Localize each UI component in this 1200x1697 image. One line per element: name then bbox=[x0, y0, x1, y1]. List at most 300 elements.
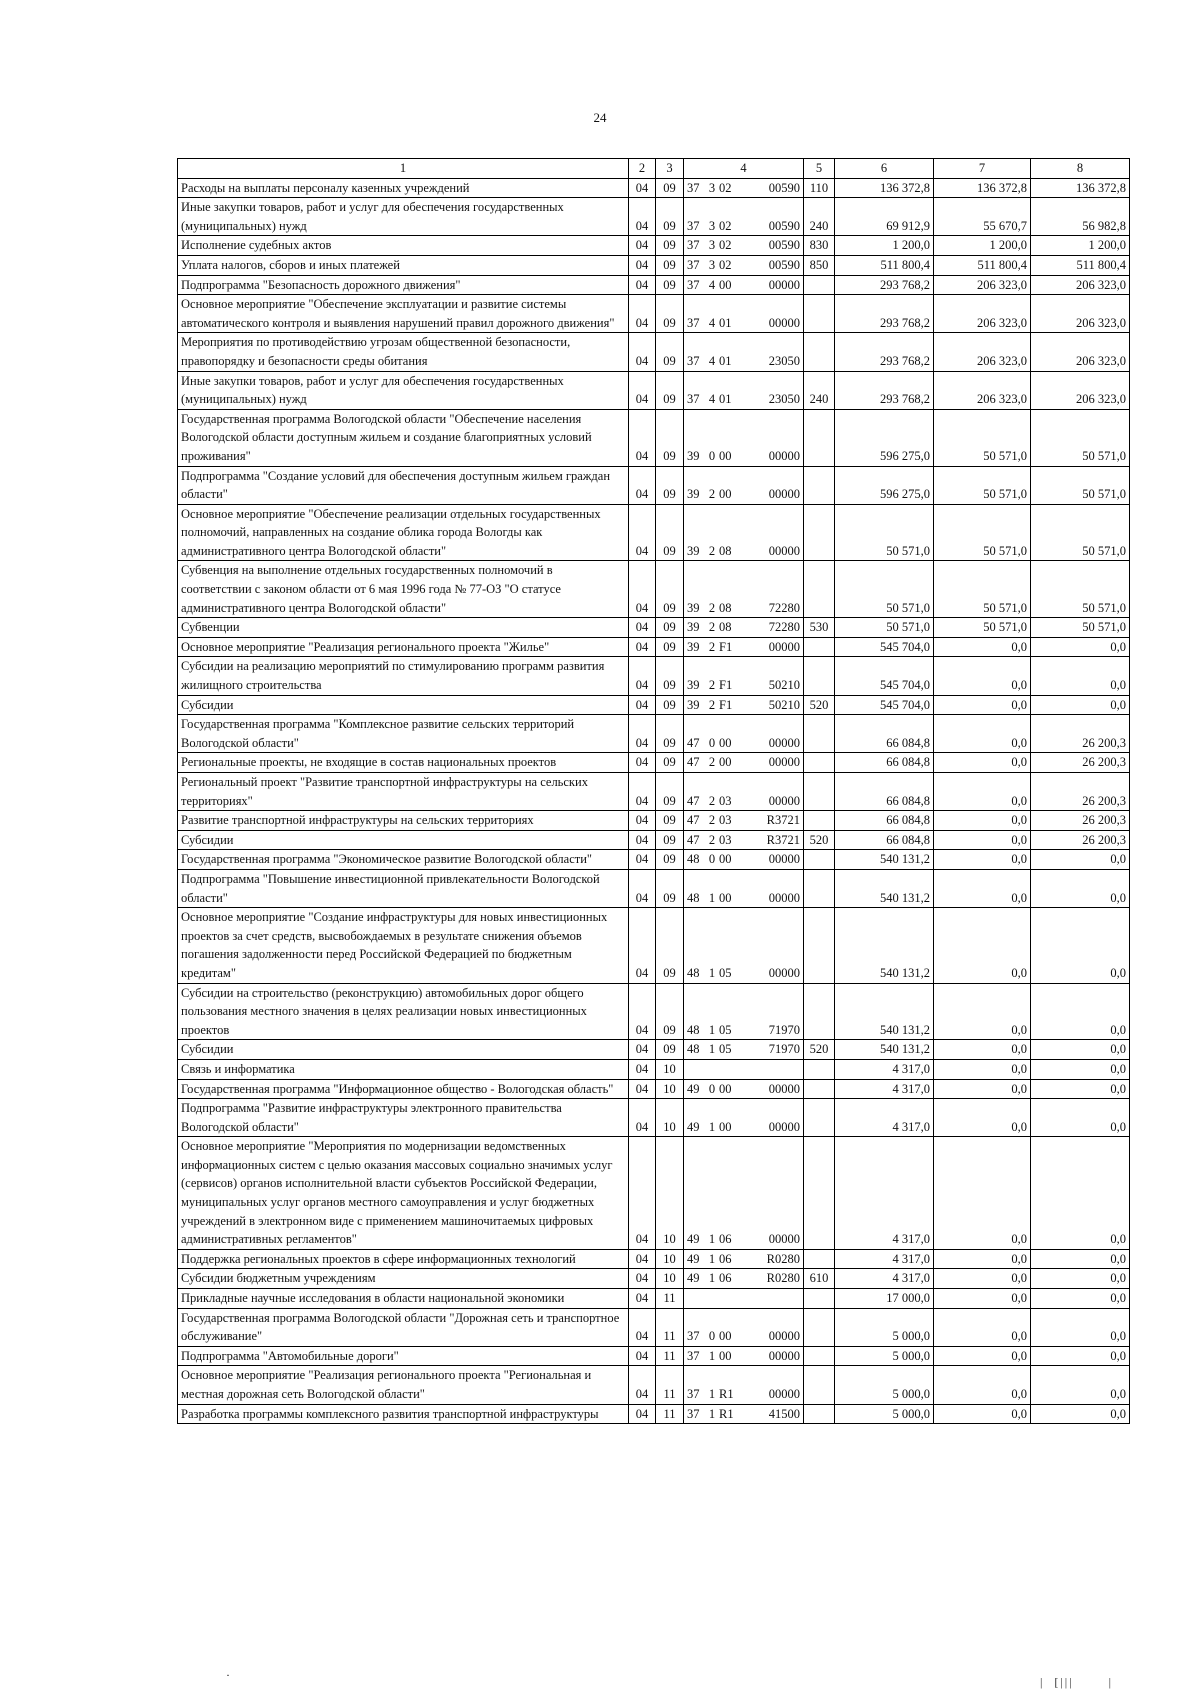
target-article-part-4: R0280 bbox=[766, 1271, 800, 1286]
subsection-code-cell: 09 bbox=[656, 753, 684, 773]
amount-col-6-cell: 4 317,0 bbox=[835, 1249, 934, 1269]
amount-col-6-cell: 4 317,0 bbox=[835, 1099, 934, 1137]
amount-col-6-cell: 540 131,2 bbox=[835, 869, 934, 907]
table-row bbox=[178, 409, 1130, 466]
target-article-part-1: 49 bbox=[687, 1232, 700, 1247]
subsection-code-cell: 11 bbox=[656, 1346, 684, 1366]
expense-type-cell bbox=[804, 561, 835, 618]
amount-col-6-cell: 511 800,4 bbox=[835, 255, 934, 275]
target-article-code bbox=[687, 256, 800, 275]
target-article-code bbox=[687, 1250, 800, 1269]
amount-col-7-cell: 0,0 bbox=[934, 1346, 1031, 1366]
target-article-part-2: 1 bbox=[708, 1232, 716, 1247]
section-code-cell: 04 bbox=[629, 983, 656, 1040]
target-article-part-2: 1 bbox=[708, 1022, 716, 1037]
table-row bbox=[178, 850, 1130, 870]
target-article-part-2: 2 bbox=[708, 620, 716, 635]
target-article-part-2: 1 bbox=[708, 1251, 716, 1266]
expense-type-cell bbox=[804, 1404, 835, 1424]
row-name-cell: Иные закупки товаров, работ и услуг для обеспечения государственных (муниципальных) нужд bbox=[178, 371, 629, 409]
header-row bbox=[178, 159, 1130, 179]
expense-type-cell bbox=[804, 1289, 835, 1309]
subsection-code-cell: 10 bbox=[656, 1137, 684, 1250]
amount-col-6-cell: 545 704,0 bbox=[835, 695, 934, 715]
row-name-cell: Субвенция на выполнение отдельных государственных полномочий в соответствии с законом области от 6 мая 1996 года № 77-ОЗ "О статусе административного центра Вологодской области" bbox=[178, 561, 629, 618]
table-row bbox=[178, 830, 1130, 850]
target-article-cell bbox=[684, 236, 804, 256]
table-row bbox=[178, 908, 1130, 983]
target-article-part-1: 49 bbox=[687, 1251, 700, 1266]
subsection-code-cell: 09 bbox=[656, 409, 684, 466]
target-article-part-1: 39 bbox=[687, 697, 700, 712]
target-article-cell bbox=[684, 1346, 804, 1366]
table-row bbox=[178, 1249, 1130, 1269]
target-article-part-3: 03 bbox=[719, 793, 732, 808]
subsection-code-cell: 09 bbox=[656, 371, 684, 409]
section-code-cell: 04 bbox=[629, 908, 656, 983]
amount-col-7-cell: 1 200,0 bbox=[934, 236, 1031, 256]
subsection-code-cell: 09 bbox=[656, 178, 684, 198]
header-col-2: 2 bbox=[629, 159, 656, 179]
target-article-part-4: 00590 bbox=[768, 257, 800, 272]
row-name-cell: Субсидии bbox=[178, 695, 629, 715]
row-name-cell: Развитие транспортной инфраструктуры на сельских территориях bbox=[178, 811, 629, 831]
table-row bbox=[178, 1289, 1130, 1309]
expense-type-cell bbox=[804, 1137, 835, 1250]
amount-col-6-cell: 66 084,8 bbox=[835, 715, 934, 753]
amount-col-8-cell: 136 372,8 bbox=[1031, 178, 1130, 198]
amount-col-7-cell: 0,0 bbox=[934, 657, 1031, 695]
target-article-part-4: 72280 bbox=[768, 620, 800, 635]
expense-type-cell: 530 bbox=[804, 618, 835, 638]
target-article-code bbox=[687, 831, 800, 850]
target-article-part-2: 3 bbox=[708, 218, 716, 233]
target-article-part-4: 00000 bbox=[768, 543, 800, 558]
target-article-part-1: 37 bbox=[687, 1387, 700, 1401]
target-article-part-3: 00 bbox=[719, 1119, 732, 1134]
amount-col-7-cell: 0,0 bbox=[934, 811, 1031, 831]
section-code-cell: 04 bbox=[629, 1079, 656, 1099]
subsection-code-cell: 09 bbox=[656, 715, 684, 753]
subsection-code-cell: 11 bbox=[656, 1366, 684, 1404]
section-code-cell: 04 bbox=[629, 409, 656, 466]
header-col-8: 8 bbox=[1031, 159, 1130, 179]
amount-col-8-cell: 0,0 bbox=[1031, 1308, 1130, 1346]
amount-col-7-cell: 0,0 bbox=[934, 830, 1031, 850]
target-article-code bbox=[687, 314, 800, 333]
table-row bbox=[178, 753, 1130, 773]
target-article-part-3: 01 bbox=[719, 392, 732, 407]
amount-col-8-cell: 0,0 bbox=[1031, 983, 1130, 1040]
target-article-part-4: 00000 bbox=[768, 1387, 800, 1401]
amount-col-7-cell: 0,0 bbox=[934, 1308, 1031, 1346]
section-code-cell: 04 bbox=[629, 466, 656, 504]
target-article-part-4: 00000 bbox=[768, 1329, 800, 1344]
row-name-cell: Исполнение судебных актов bbox=[178, 236, 629, 256]
target-article-cell bbox=[684, 637, 804, 657]
amount-col-6-cell: 4 317,0 bbox=[835, 1079, 934, 1099]
target-article-part-2: 4 bbox=[708, 392, 716, 407]
target-article-part-2: 0 bbox=[708, 1329, 716, 1344]
amount-col-6-cell: 545 704,0 bbox=[835, 637, 934, 657]
target-article-part-4: 23050 bbox=[768, 353, 800, 368]
expense-type-cell bbox=[804, 753, 835, 773]
table-row bbox=[178, 869, 1130, 907]
amount-col-6-cell: 50 571,0 bbox=[835, 504, 934, 561]
target-article-cell bbox=[684, 1040, 804, 1060]
amount-col-8-cell: 206 323,0 bbox=[1031, 371, 1130, 409]
target-article-part-1: 39 bbox=[687, 448, 700, 463]
amount-col-8-cell: 0,0 bbox=[1031, 908, 1130, 983]
amount-col-7-cell: 0,0 bbox=[934, 850, 1031, 870]
target-article-code bbox=[687, 390, 800, 409]
table-row bbox=[178, 1040, 1130, 1060]
expense-type-cell bbox=[804, 275, 835, 295]
subsection-code-cell: 09 bbox=[656, 657, 684, 695]
amount-col-6-cell: 540 131,2 bbox=[835, 1040, 934, 1060]
target-article-part-3: F1 bbox=[719, 639, 733, 654]
target-article-cell bbox=[684, 1404, 804, 1424]
section-code-cell: 04 bbox=[629, 753, 656, 773]
expense-type-cell bbox=[804, 869, 835, 907]
subsection-code-cell: 10 bbox=[656, 1099, 684, 1137]
amount-col-7-cell: 0,0 bbox=[934, 1079, 1031, 1099]
amount-col-8-cell: 0,0 bbox=[1031, 1059, 1130, 1079]
expense-type-cell bbox=[804, 1346, 835, 1366]
table-row bbox=[178, 1059, 1130, 1079]
row-name-cell: Подпрограмма "Автомобильные дороги" bbox=[178, 1346, 629, 1366]
subsection-code-cell: 09 bbox=[656, 1040, 684, 1060]
section-code-cell: 04 bbox=[629, 1404, 656, 1424]
expense-type-cell bbox=[804, 295, 835, 333]
expense-type-cell bbox=[804, 811, 835, 831]
expense-type-cell bbox=[804, 466, 835, 504]
target-article-part-4: 00000 bbox=[768, 965, 800, 980]
amount-col-6-cell: 5 000,0 bbox=[835, 1404, 934, 1424]
target-article-part-4: 00590 bbox=[768, 218, 800, 233]
amount-col-7-cell: 206 323,0 bbox=[934, 295, 1031, 333]
table-row bbox=[178, 275, 1130, 295]
target-article-part-2: 2 bbox=[708, 678, 716, 693]
amount-col-6-cell: 17 000,0 bbox=[835, 1289, 934, 1309]
section-code-cell: 04 bbox=[629, 850, 656, 870]
amount-col-6-cell: 50 571,0 bbox=[835, 561, 934, 618]
target-article-part-3: 02 bbox=[719, 180, 732, 195]
amount-col-6-cell: 4 317,0 bbox=[835, 1269, 934, 1289]
amount-col-7-cell: 0,0 bbox=[934, 1249, 1031, 1269]
amount-col-8-cell: 511 800,4 bbox=[1031, 255, 1130, 275]
target-article-part-3: 08 bbox=[719, 543, 732, 558]
target-article-cell bbox=[684, 1059, 804, 1079]
target-article-part-4: 00000 bbox=[768, 487, 800, 502]
target-article-part-1: 47 bbox=[687, 832, 700, 847]
target-article-part-3: 00 bbox=[719, 755, 732, 770]
target-article-code bbox=[687, 352, 800, 371]
subsection-code-cell: 09 bbox=[656, 811, 684, 831]
section-code-cell: 04 bbox=[629, 869, 656, 907]
target-article-cell bbox=[684, 1269, 804, 1289]
row-name-cell: Связь и информатика bbox=[178, 1059, 629, 1079]
amount-col-6-cell: 4 317,0 bbox=[835, 1137, 934, 1250]
table-body bbox=[178, 178, 1130, 1424]
target-article-part-2: 2 bbox=[708, 487, 716, 502]
target-article-part-3: 02 bbox=[719, 218, 732, 233]
row-name-cell: Государственная программа "Экономическое развитие Вологодской области" bbox=[178, 850, 629, 870]
amount-col-6-cell: 5 000,0 bbox=[835, 1366, 934, 1404]
section-code-cell: 04 bbox=[629, 236, 656, 256]
target-article-part-1: 49 bbox=[687, 1081, 700, 1096]
target-article-part-4: 71970 bbox=[768, 1022, 800, 1037]
amount-col-7-cell: 0,0 bbox=[934, 773, 1031, 811]
target-article-part-2: 2 bbox=[708, 755, 716, 770]
subsection-code-cell: 09 bbox=[656, 618, 684, 638]
row-name-cell: Государственная программа "Комплексное развитие сельских территорий Вологодской области" bbox=[178, 715, 629, 753]
section-code-cell: 04 bbox=[629, 1249, 656, 1269]
table-row bbox=[178, 504, 1130, 561]
target-article-part-1: 39 bbox=[687, 620, 700, 635]
amount-col-7-cell: 0,0 bbox=[934, 695, 1031, 715]
amount-col-6-cell: 293 768,2 bbox=[835, 275, 934, 295]
expense-type-cell bbox=[804, 333, 835, 371]
expense-type-cell bbox=[804, 1079, 835, 1099]
subsection-code-cell: 09 bbox=[656, 850, 684, 870]
target-article-part-3: R1 bbox=[719, 1387, 734, 1401]
table-row bbox=[178, 371, 1130, 409]
expense-type-cell bbox=[804, 983, 835, 1040]
target-article-code bbox=[687, 792, 800, 811]
expense-type-cell bbox=[804, 908, 835, 983]
target-article-part-2: 1 bbox=[708, 890, 716, 905]
target-article-part-1: 47 bbox=[687, 755, 700, 770]
target-article-part-1: 37 bbox=[687, 392, 700, 407]
target-article-cell bbox=[684, 908, 804, 983]
amount-col-8-cell: 0,0 bbox=[1031, 1249, 1130, 1269]
amount-col-6-cell: 545 704,0 bbox=[835, 657, 934, 695]
amount-col-7-cell: 50 571,0 bbox=[934, 504, 1031, 561]
target-article-part-1: 37 bbox=[687, 1329, 700, 1344]
scan-artifact-marks: | [||| | bbox=[1040, 1675, 1114, 1689]
subsection-code-cell: 09 bbox=[656, 695, 684, 715]
section-code-cell: 04 bbox=[629, 1346, 656, 1366]
target-article-cell bbox=[684, 1289, 804, 1309]
target-article-cell bbox=[684, 850, 804, 870]
target-article-part-3: 00 bbox=[719, 890, 732, 905]
target-article-code bbox=[687, 850, 800, 869]
table-row bbox=[178, 178, 1130, 198]
amount-col-6-cell: 66 084,8 bbox=[835, 811, 934, 831]
target-article-part-3: 05 bbox=[719, 1042, 732, 1057]
amount-col-8-cell: 26 200,3 bbox=[1031, 830, 1130, 850]
target-article-code bbox=[687, 1021, 800, 1040]
row-name-cell: Субсидии на строительство (реконструкцию) автомобильных дорог общего пользования местного значения в целях реализации новых инвестиционных проектов bbox=[178, 983, 629, 1040]
row-name-cell: Основное мероприятие "Обеспечение реализации отдельных государственных полномочий, направленных на создание облика города Вологды как административного центра Вологодской области" bbox=[178, 504, 629, 561]
expense-type-cell: 520 bbox=[804, 830, 835, 850]
row-name-cell: Уплата налогов, сборов и иных платежей bbox=[178, 255, 629, 275]
amount-col-6-cell: 66 084,8 bbox=[835, 753, 934, 773]
target-article-cell bbox=[684, 1366, 804, 1404]
section-code-cell: 04 bbox=[629, 295, 656, 333]
expense-type-cell: 610 bbox=[804, 1269, 835, 1289]
subsection-code-cell: 10 bbox=[656, 1249, 684, 1269]
target-article-part-1: 39 bbox=[687, 487, 700, 502]
target-article-part-4: 50210 bbox=[768, 697, 800, 712]
expense-type-cell: 850 bbox=[804, 255, 835, 275]
target-article-cell bbox=[684, 295, 804, 333]
section-code-cell: 04 bbox=[629, 637, 656, 657]
expense-type-cell bbox=[804, 1308, 835, 1346]
amount-col-8-cell: 0,0 bbox=[1031, 1346, 1130, 1366]
amount-col-8-cell: 206 323,0 bbox=[1031, 295, 1130, 333]
target-article-part-1: 48 bbox=[687, 1042, 700, 1057]
budget-table bbox=[177, 158, 1130, 1424]
expense-type-cell: 110 bbox=[804, 178, 835, 198]
amount-col-8-cell: 0,0 bbox=[1031, 869, 1130, 907]
target-article-part-2: 4 bbox=[708, 315, 716, 330]
subsection-code-cell: 10 bbox=[656, 1269, 684, 1289]
amount-col-8-cell: 0,0 bbox=[1031, 1269, 1130, 1289]
target-article-code bbox=[687, 676, 800, 695]
expense-type-cell bbox=[804, 637, 835, 657]
table-row bbox=[178, 255, 1130, 275]
target-article-cell bbox=[684, 618, 804, 638]
target-article-part-1: 37 bbox=[687, 238, 700, 253]
row-name-cell: Основное мероприятие "Обеспечение эксплуатации и развитие системы автоматического контроля и выявления нарушений правил дорожного движения" bbox=[178, 295, 629, 333]
target-article-code bbox=[687, 1385, 800, 1404]
target-article-code bbox=[687, 447, 800, 466]
target-article-part-4: 00000 bbox=[768, 1081, 800, 1096]
target-article-code bbox=[687, 485, 800, 504]
target-article-part-2: 4 bbox=[708, 353, 716, 368]
amount-col-7-cell: 0,0 bbox=[934, 637, 1031, 657]
target-article-cell bbox=[684, 811, 804, 831]
row-name-cell: Государственная программа "Информационное общество - Вологодская область" bbox=[178, 1079, 629, 1099]
target-article-cell bbox=[684, 657, 804, 695]
target-article-cell bbox=[684, 1079, 804, 1099]
table-row bbox=[178, 295, 1130, 333]
target-article-part-1: 48 bbox=[687, 852, 700, 867]
target-article-code bbox=[687, 179, 800, 198]
target-article-part-4: 00000 bbox=[768, 793, 800, 808]
target-article-cell bbox=[684, 1099, 804, 1137]
target-article-part-3: 06 bbox=[719, 1251, 732, 1266]
amount-col-8-cell: 26 200,3 bbox=[1031, 773, 1130, 811]
target-article-part-2: 1 bbox=[708, 1348, 716, 1363]
amount-col-7-cell: 0,0 bbox=[934, 1059, 1031, 1079]
amount-col-8-cell: 206 323,0 bbox=[1031, 275, 1130, 295]
amount-col-7-cell: 511 800,4 bbox=[934, 255, 1031, 275]
row-name-cell: Субсидии на реализацию мероприятий по стимулированию программ развития жилищного строительства bbox=[178, 657, 629, 695]
target-article-part-1: 47 bbox=[687, 793, 700, 808]
amount-col-8-cell: 26 200,3 bbox=[1031, 811, 1130, 831]
amount-col-6-cell: 596 275,0 bbox=[835, 466, 934, 504]
target-article-cell bbox=[684, 504, 804, 561]
subsection-code-cell: 09 bbox=[656, 333, 684, 371]
target-article-part-4: 00590 bbox=[768, 180, 800, 195]
table-row bbox=[178, 983, 1130, 1040]
amount-col-7-cell: 0,0 bbox=[934, 715, 1031, 753]
target-article-part-4: R3721 bbox=[766, 813, 800, 828]
amount-col-8-cell: 0,0 bbox=[1031, 637, 1130, 657]
amount-col-8-cell: 56 982,8 bbox=[1031, 198, 1130, 236]
target-article-cell bbox=[684, 695, 804, 715]
target-article-part-3: 00 bbox=[719, 487, 732, 502]
target-article-part-4: R3721 bbox=[766, 832, 800, 847]
expense-type-cell bbox=[804, 715, 835, 753]
expense-type-cell: 520 bbox=[804, 695, 835, 715]
expense-type-cell bbox=[804, 1059, 835, 1079]
target-article-part-1: 47 bbox=[687, 735, 700, 750]
amount-col-7-cell: 206 323,0 bbox=[934, 333, 1031, 371]
section-code-cell: 04 bbox=[629, 830, 656, 850]
amount-col-8-cell: 0,0 bbox=[1031, 850, 1130, 870]
amount-col-8-cell: 0,0 bbox=[1031, 1079, 1130, 1099]
amount-col-7-cell: 206 323,0 bbox=[934, 371, 1031, 409]
amount-col-8-cell: 0,0 bbox=[1031, 1137, 1130, 1250]
amount-col-7-cell: 50 571,0 bbox=[934, 409, 1031, 466]
row-name-cell: Государственная программа Вологодской области "Обеспечение населения Вологодской области доступным жильем и создание благоприятных условий проживания" bbox=[178, 409, 629, 466]
target-article-part-1: 48 bbox=[687, 965, 700, 980]
amount-col-8-cell: 0,0 bbox=[1031, 1404, 1130, 1424]
target-article-part-3: 03 bbox=[719, 813, 732, 828]
amount-col-7-cell: 0,0 bbox=[934, 753, 1031, 773]
subsection-code-cell: 09 bbox=[656, 869, 684, 907]
subsection-code-cell: 09 bbox=[656, 637, 684, 657]
subsection-code-cell: 09 bbox=[656, 236, 684, 256]
subsection-code-cell: 09 bbox=[656, 466, 684, 504]
amount-col-6-cell: 5 000,0 bbox=[835, 1346, 934, 1366]
target-article-part-2: 2 bbox=[708, 639, 716, 654]
subsection-code-cell: 09 bbox=[656, 295, 684, 333]
expense-type-cell: 240 bbox=[804, 371, 835, 409]
amount-col-8-cell: 206 323,0 bbox=[1031, 333, 1130, 371]
section-code-cell: 04 bbox=[629, 1308, 656, 1346]
amount-col-8-cell: 50 571,0 bbox=[1031, 618, 1130, 638]
amount-col-7-cell: 0,0 bbox=[934, 983, 1031, 1040]
target-article-cell bbox=[684, 1137, 804, 1250]
target-article-part-2: 0 bbox=[708, 735, 716, 750]
row-name-cell: Подпрограмма "Повышение инвестиционной привлекательности Вологодской области" bbox=[178, 869, 629, 907]
header-col-6: 6 bbox=[835, 159, 934, 179]
amount-col-8-cell: 0,0 bbox=[1031, 1040, 1130, 1060]
amount-col-8-cell: 0,0 bbox=[1031, 695, 1130, 715]
amount-col-8-cell: 50 571,0 bbox=[1031, 561, 1130, 618]
row-name-cell: Подпрограмма "Создание условий для обеспечения доступным жильем граждан области" bbox=[178, 466, 629, 504]
target-article-part-4: 00590 bbox=[768, 238, 800, 253]
row-name-cell: Основное мероприятие "Реализация регионального проекта "Жилье" bbox=[178, 637, 629, 657]
target-article-part-2: 2 bbox=[708, 793, 716, 808]
header-col-1: 1 bbox=[178, 159, 629, 179]
table-row bbox=[178, 811, 1130, 831]
target-article-part-2: 1 bbox=[708, 1042, 716, 1057]
target-article-part-1: 37 bbox=[687, 180, 700, 195]
target-article-code bbox=[687, 696, 800, 715]
target-article-code bbox=[687, 753, 800, 772]
target-article-part-4: 00000 bbox=[768, 277, 800, 292]
subsection-code-cell: 09 bbox=[656, 830, 684, 850]
amount-col-8-cell: 26 200,3 bbox=[1031, 753, 1130, 773]
target-article-part-4: 00000 bbox=[768, 1232, 800, 1247]
row-name-cell: Основное мероприятие "Реализация регионального проекта "Региональная и местная дорожная сеть Вологодской области" bbox=[178, 1366, 629, 1404]
amount-col-6-cell: 540 131,2 bbox=[835, 908, 934, 983]
row-name-cell: Субвенции bbox=[178, 618, 629, 638]
amount-col-6-cell: 69 912,9 bbox=[835, 198, 934, 236]
target-article-part-2: 1 bbox=[708, 1406, 716, 1421]
amount-col-6-cell: 4 317,0 bbox=[835, 1059, 934, 1079]
target-article-code bbox=[687, 734, 800, 753]
row-name-cell: Основное мероприятие "Мероприятия по модернизации ведомственных информационных систем с целью оказания массовых социально значимых услуг (сервисов) органов исполнительной власти субъектов Российской Федерации, муниципальных услуг органов местного самоуправления и услуг бюджетных учреждений в электронном виде с применением машиночитаемых цифровых административных регламентов" bbox=[178, 1137, 629, 1250]
section-code-cell: 04 bbox=[629, 715, 656, 753]
target-article-part-4: 00000 bbox=[768, 852, 800, 867]
